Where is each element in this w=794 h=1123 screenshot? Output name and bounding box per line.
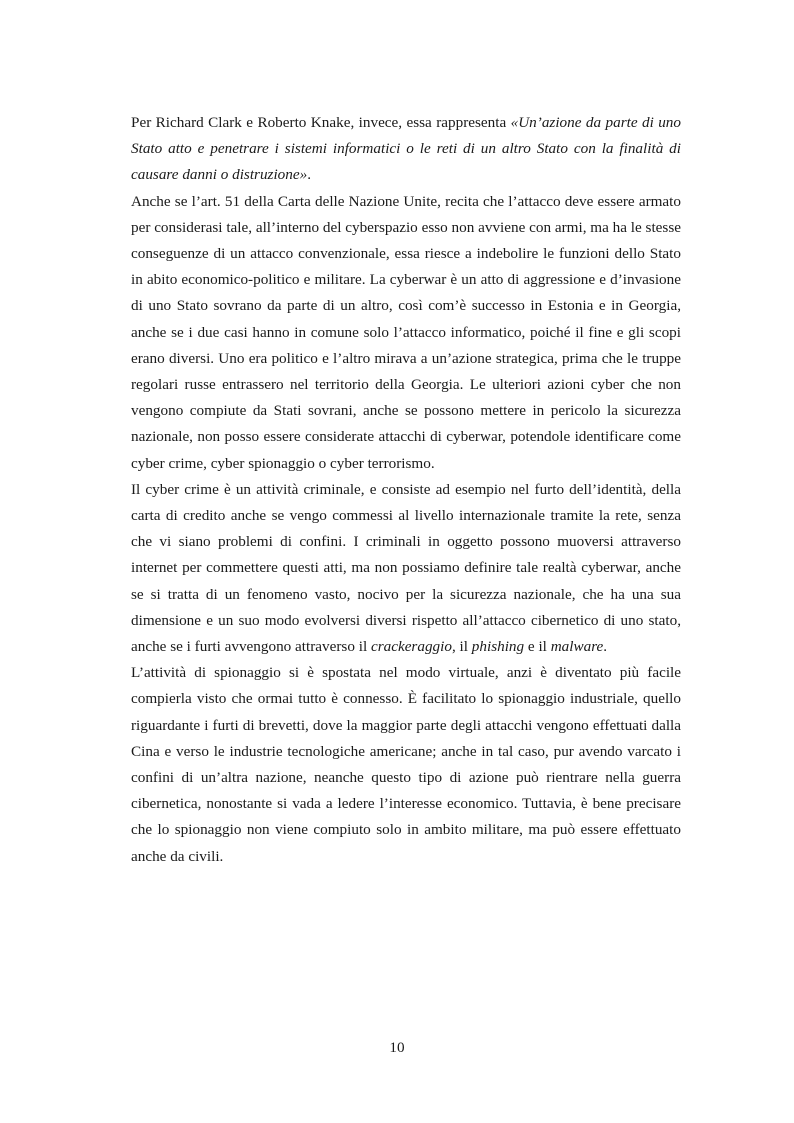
- paragraph-3-text: Il cyber crime è un attività criminale, e consiste ad esempio nel furto dell’identità, della carta di credito anche se vengo commessi al livello internazionale tramite la rete, senza che vi siano problemi di confini. I criminali in oggetto possono muoversi attraverso internet per commettere questi atti, ma non possiamo definire tale realtà cyberwar, anche se si tratta di un fenomeno vasto, nocivo per la sicurezza nazionale, che ha una sua dimensione e un suo modo evolversi diversi rispetto all’attacco cibernetico di uno stato, anche se i furti avvengono attraverso il: [131, 480, 681, 656]
- page-body: [131, 110, 681, 870]
- paragraph-2: Anche se l’art. 51 della Carta delle Nazione Unite, recita che l’attacco deve essere armato per considerasi tale, all’interno del cyberspazio esso non avviene con armi, ma ha le stesse conseguenze di un attacco convenzionale, essa riesce a indebolire le funzioni dello Stato in abito economico-politico e militare. La cyberwar è un atto di aggressione e d’invasione di uno Stato sovrano da parte di un altro, così com’è successo in Estonia e in Georgia, anche se i due casi hanno in comune solo l’attacco informatico, poiché il fine e gli scopi erano diversi. Uno era politico e l’altro mirava a un’azione strategica, prima che le truppe regolari russe entrassero nel territorio della Georgia. Le ulteriori azioni cyber che non vengono compiute da Stati sovrani, anche se possono mettere in pericolo la sicurezza nazionale, non posso essere considerate attacchi di cyberwar, potendole identificare come cyber crime, cyber spionaggio o cyber terrorismo.: [131, 192, 681, 472]
- paragraph-1: [131, 110, 681, 189]
- definition-quote: «Un’azione da parte di uno Stato atto e penetrare i sistemi informatici o le reti di un altro Stato con la finalità di causare danni o distruzione»: [131, 114, 681, 184]
- paragraph-3: [131, 477, 681, 660]
- separator-1: , il: [451, 638, 472, 656]
- term-phishing: phishing: [471, 638, 525, 656]
- separator-2: e il: [524, 638, 551, 656]
- paragraph-1-intro: Per Richard Clark e Roberto Knake, invece, essa rappresenta: [131, 114, 511, 131]
- paragraph-1-end: .: [307, 166, 311, 184]
- paragraph-4: L’attività di spionaggio si è spostata nel modo virtuale, anzi è diventato più facile compierla visto che ormai tutto è connesso. È facilitato lo spionaggio industriale, quello riguardante i furti di brevetti, dove la maggior parte degli attacchi vengono effettuati dalla Cina e verso le industrie tecnologiche americane; anche in tal caso, pur avendo varcato i confini di un’altra nazione, neanche questo tipo di azione può rientrare nella guerra cibernetica, nonostante si vada a ledere l’interesse economico. Tuttavia, è bene precisare che lo spionaggio non viene compiuto solo in ambito militare, ma può essere effettuato anche da civili.: [131, 664, 681, 865]
- term-malware: malware: [550, 638, 604, 656]
- term-crackeraggio: crackeraggio: [370, 638, 452, 656]
- paragraph-3-end: .: [603, 638, 608, 656]
- page-number: 10: [389, 1039, 405, 1056]
